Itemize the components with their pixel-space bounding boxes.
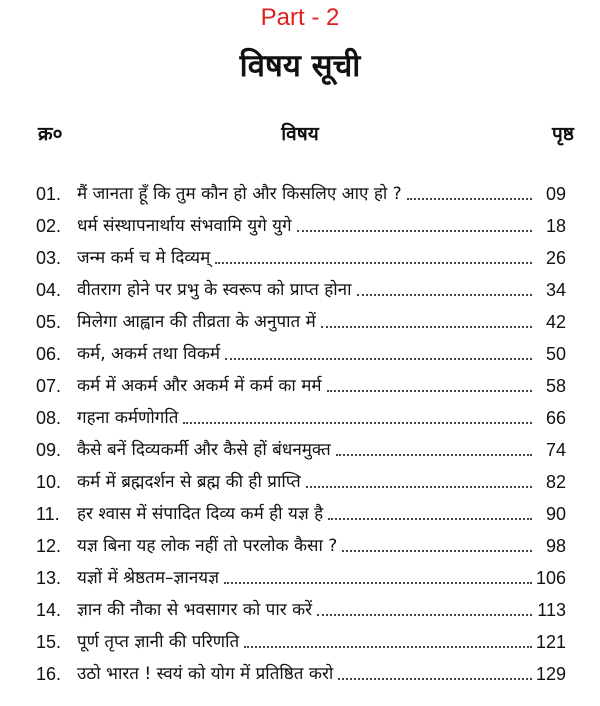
toc-number: 16.	[36, 664, 62, 684]
toc-title: उठो भारत ! स्वयं को योग में प्रतिष्ठित करो	[77, 664, 334, 684]
toc-row	[36, 336, 566, 366]
toc-title: कर्म में अकर्म और अकर्म में कर्म का मर्म	[77, 376, 322, 396]
toc-title: ज्ञान की नौका से भवसागर को पार करें	[77, 600, 313, 620]
toc-number: 14.	[36, 600, 62, 620]
toc-title: मिलेगा आह्वान की तीव्रता के अनुपात में	[77, 312, 316, 332]
page-title: विषय सूची	[239, 48, 361, 84]
toc-number: 05.	[36, 312, 62, 332]
toc-leader-dots	[297, 229, 532, 232]
toc-row	[36, 496, 566, 526]
header-page: पृष्ठ	[552, 123, 574, 145]
toc-leader-dots	[327, 389, 532, 392]
toc-number: 11.	[36, 504, 60, 524]
toc-leader-dots	[244, 645, 532, 648]
part-label: Part - 2	[260, 4, 340, 31]
toc-title: कर्म में ब्रह्मदर्शन से ब्रह्म की ही प्राप्ति	[77, 472, 301, 492]
toc-title: यज्ञ बिना यह लोक नहीं तो परलोक कैसा ?	[77, 536, 338, 556]
toc-leader-dots	[306, 485, 532, 488]
toc-title: यज्ञों में श्रेष्ठतम–ज्ञानयज्ञ	[77, 568, 220, 588]
toc-leader-dots	[336, 453, 532, 456]
toc-number: 06.	[36, 344, 62, 364]
toc-page: 58	[545, 376, 566, 396]
toc-page: 129	[535, 664, 566, 684]
toc-title: हर श्वास में संपादित दिव्य कर्म ही यज्ञ है	[77, 504, 324, 524]
toc-page: 42	[545, 312, 566, 332]
toc-title: वीतराग होने पर प्रभु के स्वरूप को प्राप्त होना	[77, 280, 352, 300]
toc-number: 03.	[36, 248, 62, 268]
toc-title: पूर्ण तृप्त ज्ञानी की परिणति	[77, 632, 240, 652]
toc-leader-dots	[224, 581, 532, 584]
toc-page: 18	[545, 216, 566, 236]
toc-page: 26	[545, 248, 566, 268]
toc-page: 09	[545, 184, 566, 204]
toc-row	[36, 272, 566, 302]
toc-row	[36, 432, 566, 462]
toc-leader-dots	[407, 197, 532, 200]
toc-page: 106	[535, 568, 566, 588]
toc-number: 07.	[36, 376, 62, 396]
toc-leader-dots	[215, 261, 532, 264]
header-number: क्र०	[38, 123, 63, 145]
toc-page: 98	[545, 536, 566, 556]
toc-leader-dots	[317, 613, 532, 616]
toc-page: 34	[545, 280, 566, 300]
toc-number: 10.	[36, 472, 62, 492]
toc-leader-dots	[328, 517, 532, 520]
toc-page: 113	[537, 600, 566, 620]
toc-page: 74	[545, 440, 566, 460]
toc-row	[36, 400, 566, 430]
toc-row	[36, 592, 566, 622]
toc-number: 09.	[36, 440, 62, 460]
toc-row	[36, 240, 566, 270]
toc-leader-dots	[338, 677, 532, 680]
toc-leader-dots	[183, 421, 532, 424]
toc-row	[36, 560, 566, 590]
toc-leader-dots	[342, 549, 532, 552]
toc-number: 04.	[36, 280, 62, 300]
toc-page: 121	[535, 632, 566, 652]
toc-row	[36, 304, 566, 334]
toc-title: कैसे बनें दिव्यकर्मी और कैसे हों बंधनमुक्त	[77, 440, 331, 460]
toc-row	[36, 656, 566, 686]
toc-row	[36, 208, 566, 238]
toc-page: 50	[545, 344, 566, 364]
header-subject: विषय	[281, 123, 319, 145]
toc-number: 08.	[36, 408, 62, 428]
toc-row	[36, 368, 566, 398]
toc-row	[36, 528, 566, 558]
toc-number: 12.	[36, 536, 62, 556]
toc-number: 15.	[36, 632, 62, 652]
toc-page: 82	[545, 472, 566, 492]
toc-row	[36, 176, 566, 206]
toc-page: 90	[545, 504, 566, 524]
toc-row	[36, 464, 566, 494]
toc-title: मैं जानता हूँ कि तुम कौन हो और किसलिए आए हो ?	[77, 184, 402, 204]
toc-number: 01.	[36, 184, 62, 204]
toc-number: 02.	[36, 216, 62, 236]
toc-title: धर्म संस्थापनार्थाय संभवामि युगे युगे	[77, 216, 292, 236]
toc-leader-dots	[225, 357, 532, 360]
toc-page: 66	[545, 408, 566, 428]
toc-title: जन्म कर्म च मे दिव्यम्	[77, 248, 211, 268]
toc-title: गहना कर्मणोगति	[77, 408, 179, 428]
toc-row	[36, 624, 566, 654]
toc-number: 13.	[36, 568, 62, 588]
toc-title: कर्म, अकर्म तथा विकर्म	[77, 344, 221, 364]
toc-leader-dots	[357, 293, 532, 296]
toc-leader-dots	[321, 325, 532, 328]
